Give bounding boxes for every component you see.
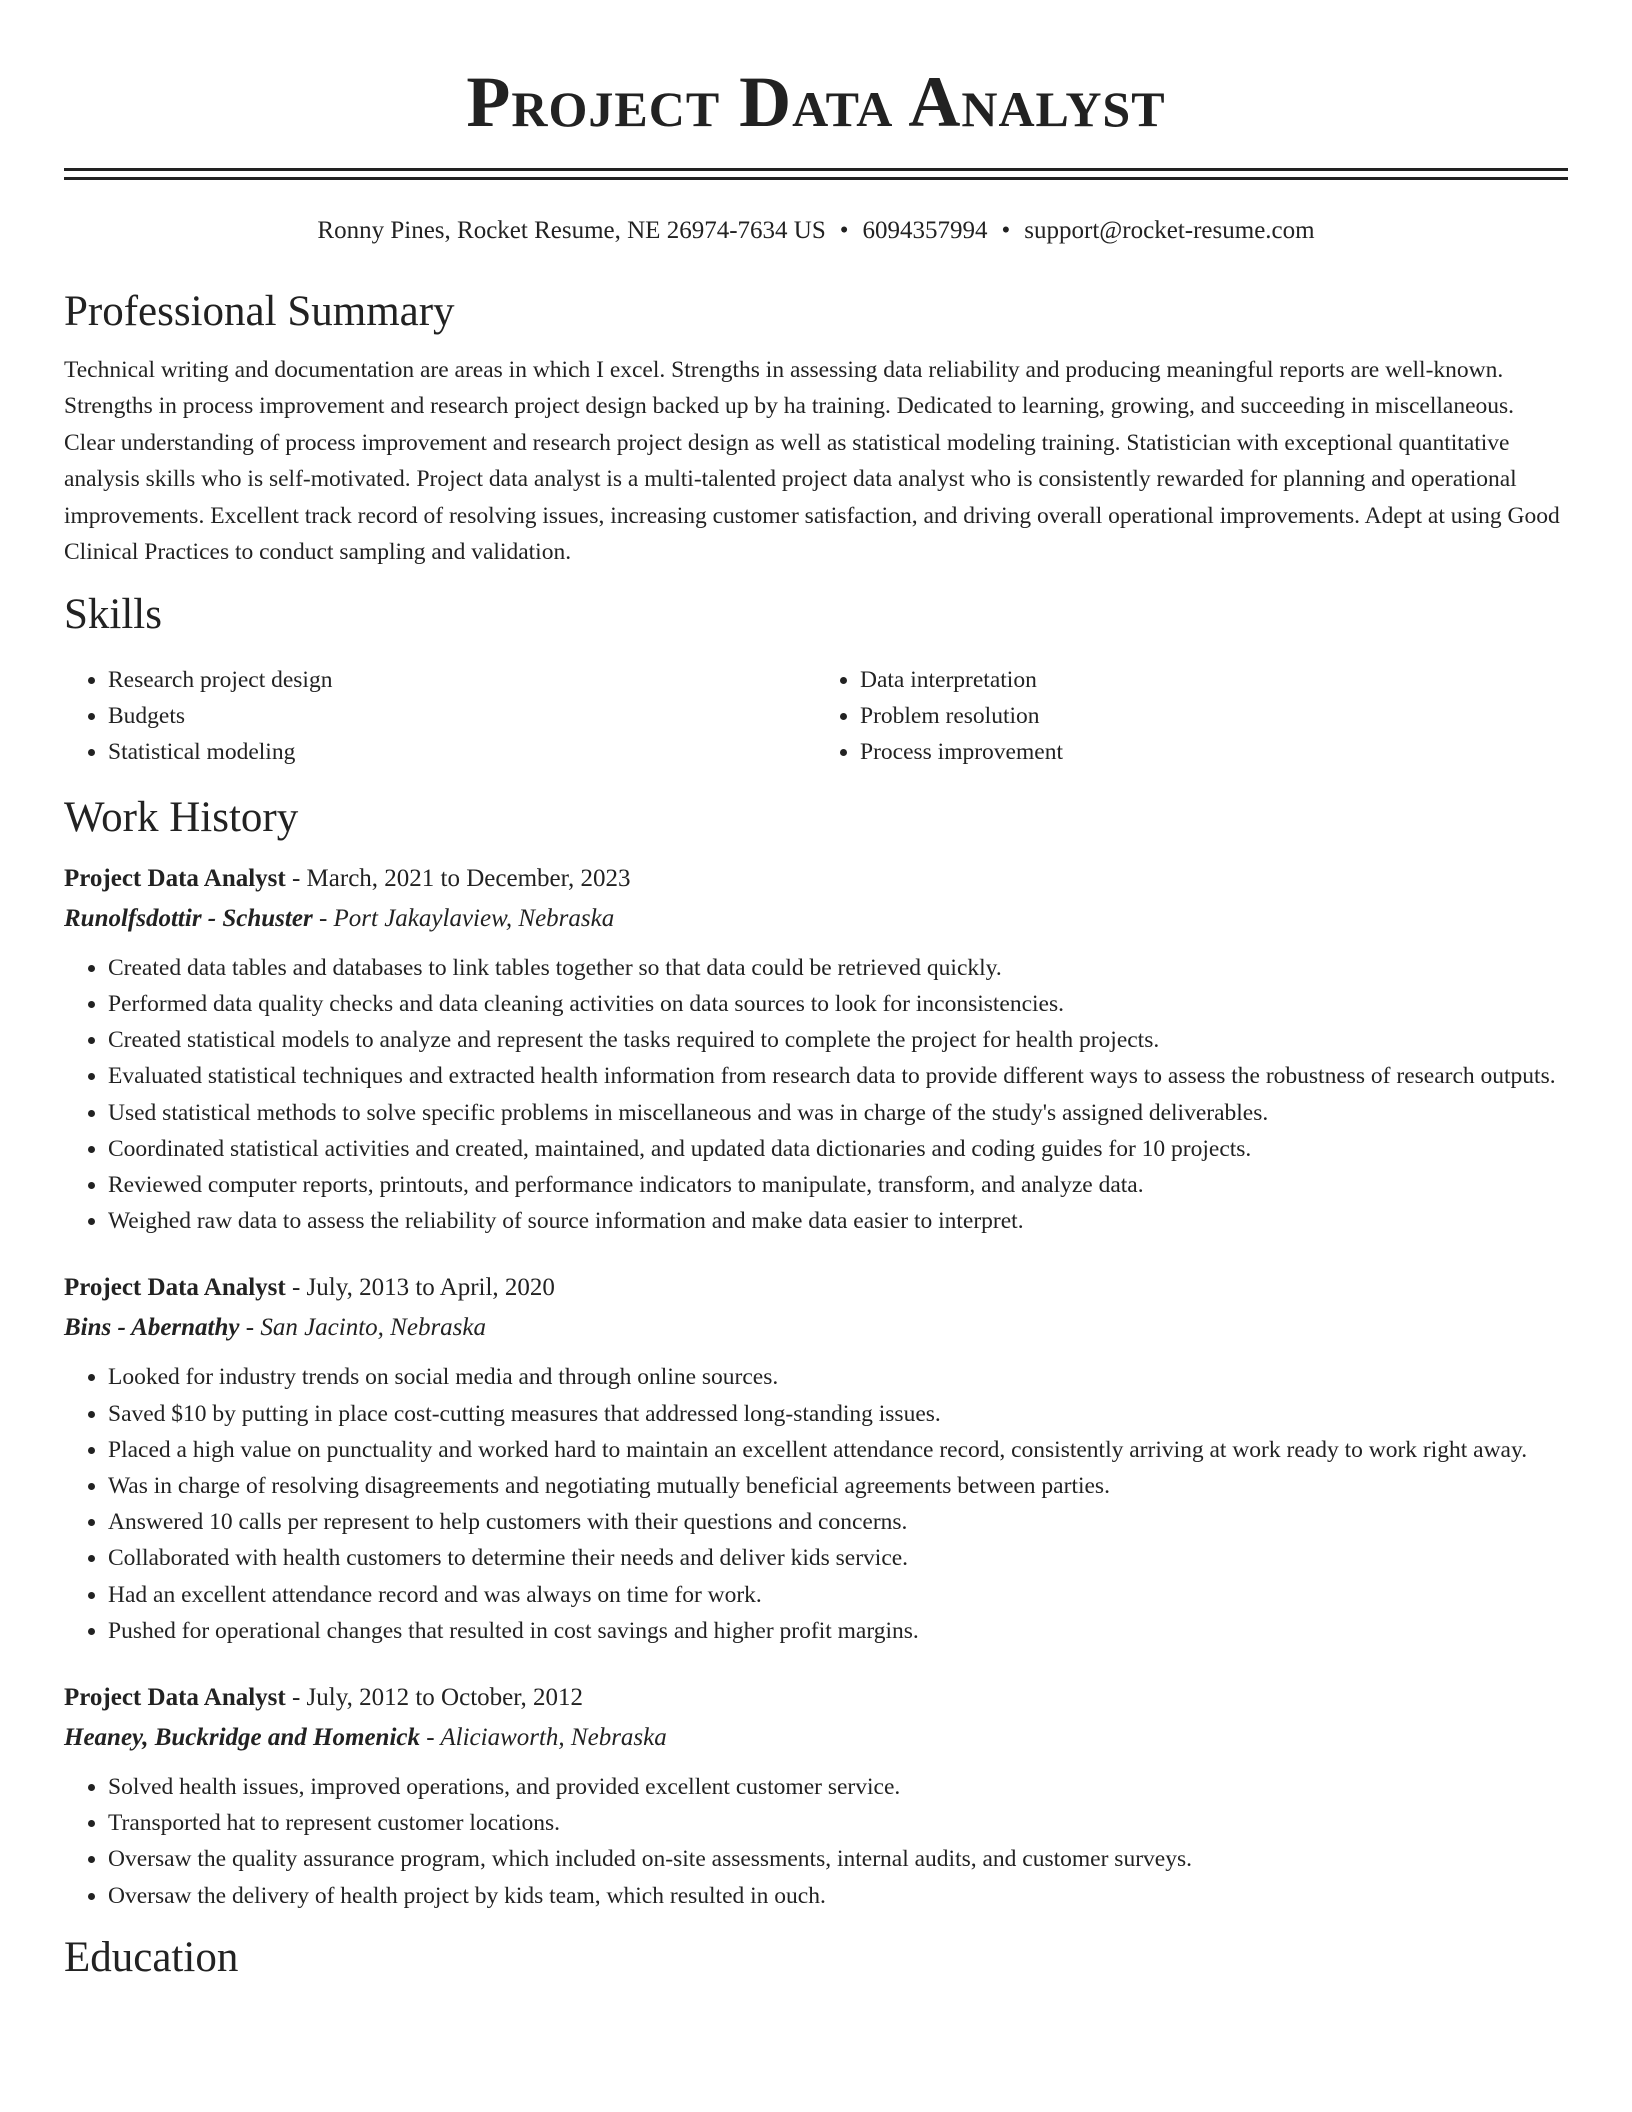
job-bullet: • Created data tables and databases to link tables together so that data could be retrieved quickly. <box>108 950 1568 986</box>
job-entry <box>64 864 1568 1240</box>
contact-separator: • <box>1001 217 1011 244</box>
skills-heading: Skills <box>64 590 162 638</box>
job-bullet: • Weighed raw data to assess the reliability of source information and make data easier to interpret. <box>108 1203 1568 1239</box>
job-bullet: • Collaborated with health customers to determine their needs and deliver kids service. <box>108 1540 1568 1576</box>
skill-item: • Problem resolution <box>860 698 1568 734</box>
job-bullet: • Performed data quality checks and data cleaning activities on data sources to look for inconsistencies. <box>108 986 1568 1022</box>
job-bullet: • Transported hat to represent customer locations. <box>108 1805 1568 1841</box>
job-company: Heaney, Buckridge and Homenick <box>64 1724 420 1752</box>
job-bullets <box>64 1769 1568 1914</box>
job-dates: - July, 2012 to October, 2012 <box>285 1684 584 1712</box>
job-title: Project Data Analyst <box>64 1274 286 1302</box>
job-bullet: • Reviewed computer reports, printouts, and performance indicators to manipulate, transform, and analyze data. <box>108 1167 1568 1203</box>
job-title: Project Data Analyst <box>64 1684 286 1712</box>
job-title-line <box>64 1273 1568 1303</box>
job-entry <box>64 1273 1568 1649</box>
job-bullet: • Oversaw the delivery of health project by kids team, which resulted in ouch. <box>108 1878 1568 1914</box>
summary-text: Technical writing and documentation are areas in which I excel. Strengths in assessing data reliability and producing meaningful reports are well-known. Strengths in process improvement and research project design backed up by ha training. Dedicated to learning, growing, and succeeding in miscellaneous. Clear understanding of process improvement and research project design as well as statistical modeling training. Statistician with exceptional quantitative analysis skills who is self-motivated. Project data analyst is a multi-talented project data analyst who is consistently rewarded for planning and operational improvements. Excellent track record of resolving issues, increasing customer satisfaction, and driving overall operational improvements. Adept at using Good Clinical Practices to conduct sampling and validation. <box>64 356 1560 566</box>
job-bullets <box>64 950 1568 1240</box>
contact-separator: • <box>839 217 849 244</box>
job-title-line <box>64 864 1568 894</box>
job-location: - Aliciaworth, Nebraska <box>420 1724 667 1752</box>
job-bullet: • Created statistical models to analyze and represent the tasks required to complete the project for health projects. <box>108 1022 1568 1058</box>
skill-item: • Statistical modeling <box>108 734 816 770</box>
job-bullet: • Coordinated statistical activities and created, maintained, and updated data dictionaries and coding guides for 10 projects. <box>108 1131 1568 1167</box>
job-dates: - March, 2021 to December, 2023 <box>285 864 631 892</box>
summary-heading: Professional Summary <box>64 288 455 335</box>
job-company-line <box>64 1313 1568 1343</box>
job-bullet: • Placed a high value on punctuality and worked hard to maintain an excellent attendance record, consistently arriving at work ready to work right away. <box>108 1432 1568 1468</box>
skill-item: • Data interpretation <box>860 662 1568 698</box>
job-bullet: • Answered 10 calls per represent to help customers with their questions and concerns. <box>108 1504 1568 1540</box>
job-bullet: • Solved health issues, improved operations, and provided excellent customer service. <box>108 1769 1568 1805</box>
job-location: - Port Jakaylaview, Nebraska <box>312 904 615 932</box>
job-company: Bins - Abernathy <box>64 1314 240 1342</box>
job-bullet: • Looked for industry trends on social media and through online sources. <box>108 1359 1568 1395</box>
skills-column-left <box>64 662 816 770</box>
job-bullets <box>64 1359 1568 1649</box>
job-bullet: • Was in charge of resolving disagreements and negotiating mutually beneficial agreements between parties. <box>108 1468 1568 1504</box>
job-location: - San Jacinto, Nebraska <box>239 1314 486 1342</box>
skill-item: • Process improvement <box>860 734 1568 770</box>
skill-item: • Budgets <box>108 698 816 734</box>
job-bullet: • Saved $10 by putting in place cost-cutting measures that addressed long-standing issues. <box>108 1396 1568 1432</box>
skills-list <box>64 662 1568 770</box>
contact-email: support@rocket-resume.com <box>1024 217 1315 244</box>
job-bullet: • Pushed for operational changes that resulted in cost savings and higher profit margins. <box>108 1613 1568 1649</box>
job-bullet: • Evaluated statistical techniques and extracted health information from research data to provide different ways to assess the robustness of research outputs. <box>108 1058 1568 1094</box>
job-entry <box>64 1683 1568 1914</box>
work-history-heading: Work History <box>64 794 299 842</box>
job-company-line <box>64 904 1568 934</box>
skills-column-right <box>816 662 1568 770</box>
contact-address: Ronny Pines, Rocket Resume, NE 26974-7634 US <box>317 217 826 244</box>
contact-phone: 6094357994 <box>862 217 988 244</box>
skill-item: • Research project design <box>108 662 816 698</box>
job-bullet: • Oversaw the quality assurance program, which included on-site assessments, internal audits, and customer surveys. <box>108 1841 1568 1877</box>
contact-line <box>64 216 1568 246</box>
job-bullet: • Had an excellent attendance record and was always on time for work. <box>108 1577 1568 1613</box>
job-company: Runolfsdottir - Schuster <box>64 904 313 932</box>
job-dates: - July, 2013 to April, 2020 <box>285 1274 555 1302</box>
job-title-line <box>64 1683 1568 1713</box>
job-company-line <box>64 1723 1568 1753</box>
title-divider-top <box>64 168 1568 171</box>
education-heading: Education <box>64 1933 239 1981</box>
resume-title: Project Data Analyst <box>466 62 1166 142</box>
job-title: Project Data Analyst <box>64 864 286 892</box>
job-bullet: • Used statistical methods to solve specific problems in miscellaneous and was in charge of the study's assigned deliverables. <box>108 1095 1568 1131</box>
title-divider-bottom <box>64 177 1568 180</box>
